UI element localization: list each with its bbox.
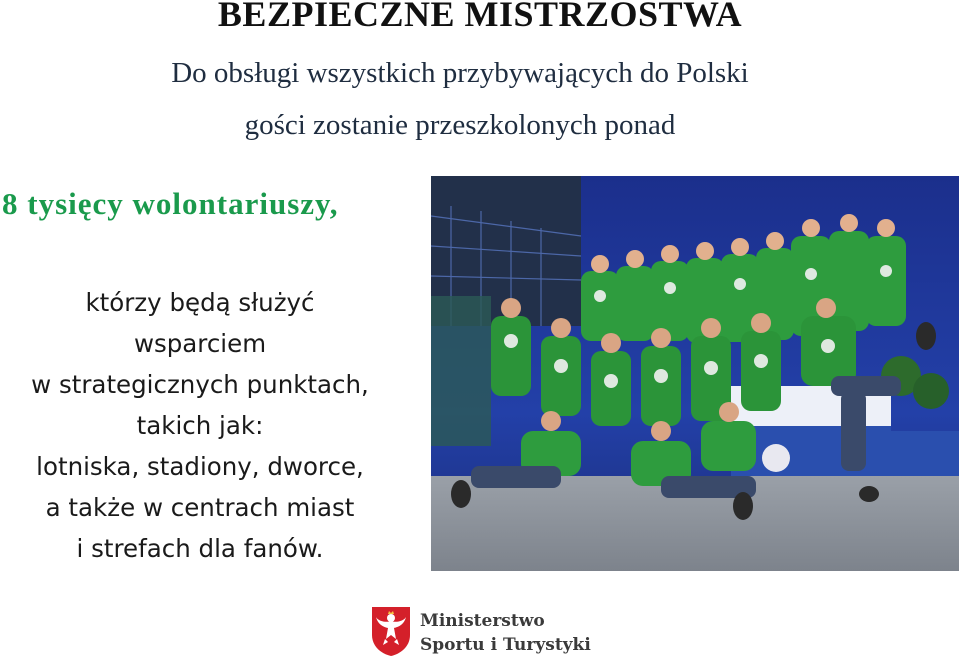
logo-line-2: Sportu i Turystyki — [420, 635, 591, 655]
body-line: w strategicznych punktach, — [31, 370, 369, 399]
volunteer-count-highlight: 8 tysięcy wolontariuszy, — [2, 186, 339, 221]
body-line: i strefach dla fanów. — [76, 534, 324, 563]
body-line: którzy będą służyć — [85, 288, 315, 317]
ministry-logo — [370, 605, 600, 661]
intro-line-2: gości zostanie przeszkolonych ponad — [244, 109, 676, 141]
body-line: wsparciem — [133, 329, 267, 358]
volunteers-photo — [431, 176, 959, 571]
intro-line-1: Do obsługi wszystkich przybywających do Polski — [171, 57, 749, 89]
page-title: BEZPIECZNE MISTRZOSTWA — [217, 0, 743, 34]
body-line: lotniska, stadiony, dworce, — [36, 452, 364, 481]
body-text — [0, 282, 400, 569]
body-line: a także w centrach miast — [45, 493, 355, 522]
logo-line-1: Ministerstwo — [420, 611, 545, 631]
polish-eagle-emblem-icon — [370, 605, 412, 657]
body-line: takich jak: — [136, 411, 264, 440]
